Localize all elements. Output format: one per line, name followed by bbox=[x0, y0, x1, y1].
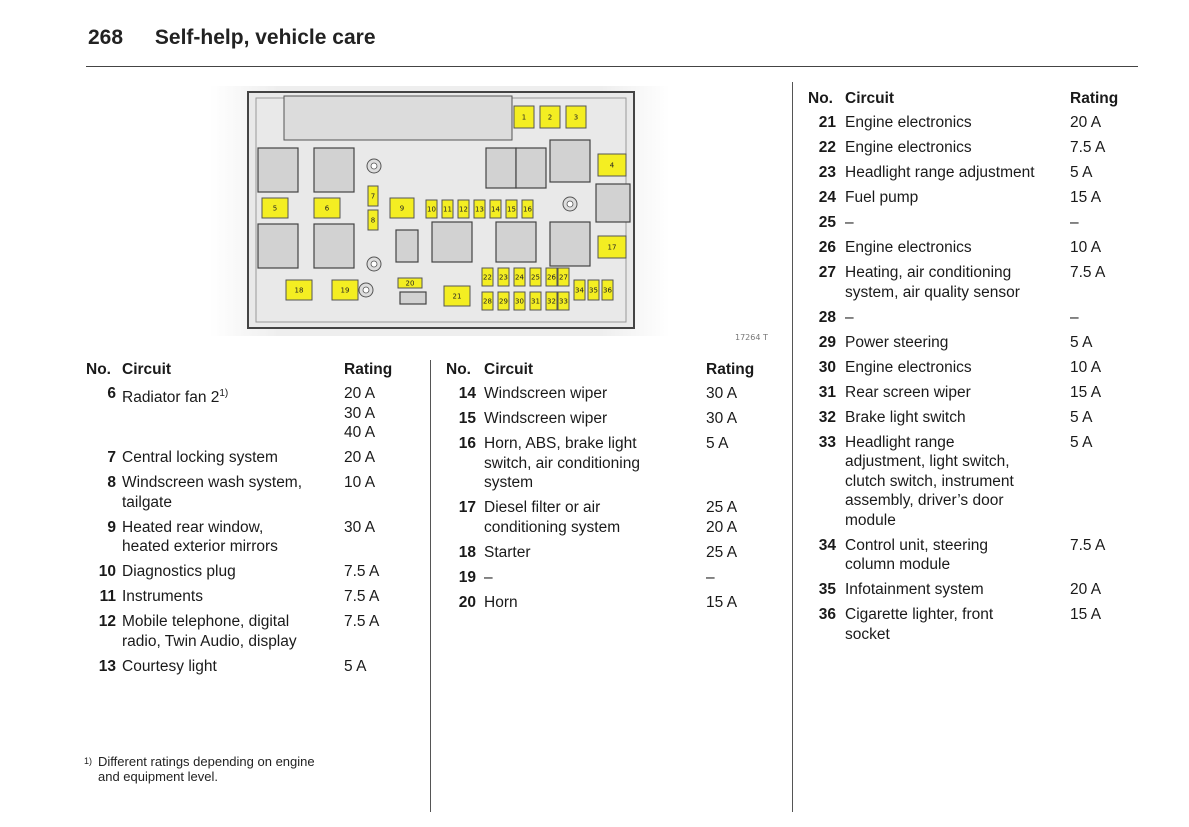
relay-slot bbox=[596, 184, 630, 222]
circuit-text: Heated rear window, bbox=[122, 518, 264, 536]
circuit-cell bbox=[845, 213, 854, 233]
rating-cell bbox=[1070, 213, 1079, 233]
circuit-table-1 bbox=[86, 360, 426, 682]
fuse-label-25: 25 bbox=[531, 273, 540, 282]
header-no: No. bbox=[446, 361, 471, 378]
circuit-text: radio, Twin Audio, display bbox=[122, 632, 297, 650]
circuit-text: Fuel pump bbox=[845, 189, 919, 206]
fuse-number: 14 bbox=[458, 385, 476, 402]
circuit-text: tailgate bbox=[122, 493, 172, 511]
rating-value: 30 A bbox=[706, 385, 738, 402]
fuse-label-9: 9 bbox=[399, 204, 405, 213]
fuse-number: 20 bbox=[458, 593, 476, 611]
relay-slot bbox=[314, 148, 354, 192]
circuit-text: Instruments bbox=[122, 588, 203, 605]
table-row bbox=[808, 138, 1138, 158]
table-row bbox=[86, 587, 426, 607]
circuit-text: Radiator fan 2 bbox=[122, 389, 220, 407]
relay-slot bbox=[396, 230, 418, 262]
fuse-label-30: 30 bbox=[515, 297, 524, 306]
rating-value: 10 A bbox=[1070, 239, 1102, 256]
screw-head bbox=[371, 163, 377, 169]
rating-cell bbox=[706, 593, 737, 613]
circuit-text: – bbox=[484, 568, 493, 586]
rating-cell bbox=[344, 384, 375, 443]
table-row bbox=[808, 383, 1138, 403]
fuse-label-28: 28 bbox=[483, 297, 492, 306]
fuse-label-10: 10 bbox=[427, 205, 436, 214]
circuit-cell bbox=[845, 188, 918, 208]
header-circuit: Circuit bbox=[122, 361, 172, 378]
circuit-text: Headlight range adjustment bbox=[845, 164, 1035, 181]
table-row bbox=[86, 657, 426, 677]
table-row bbox=[446, 593, 786, 613]
rating-cell bbox=[1070, 188, 1101, 208]
rating-value: 15 A bbox=[1070, 606, 1102, 623]
fuse-number: 17 bbox=[458, 499, 476, 516]
table-row bbox=[808, 163, 1138, 183]
table-row bbox=[446, 543, 786, 563]
table-row bbox=[808, 433, 1138, 531]
page-title: Self-help, vehicle care bbox=[154, 26, 376, 49]
table-row bbox=[808, 238, 1138, 258]
screw-head bbox=[371, 261, 377, 267]
circuit-cell bbox=[122, 657, 217, 677]
fuse-label-5: 5 bbox=[272, 204, 278, 213]
fuse-label-7: 7 bbox=[370, 192, 376, 201]
rating-cell bbox=[344, 657, 366, 677]
circuit-text: Cigarette lighter, front bbox=[845, 606, 994, 623]
circuit-text: Power steering bbox=[845, 333, 949, 351]
relay-slot bbox=[432, 222, 472, 262]
circuit-cell bbox=[845, 138, 972, 158]
fuse-label-24: 24 bbox=[515, 273, 524, 282]
circuit-text: adjustment, light switch, bbox=[845, 453, 1010, 470]
table-row bbox=[808, 113, 1138, 133]
rating-value: 15 A bbox=[1070, 383, 1102, 401]
fuse-label-3: 3 bbox=[573, 113, 579, 122]
table-row bbox=[808, 536, 1138, 575]
relay-slot bbox=[314, 224, 354, 268]
rating-cell bbox=[344, 562, 379, 582]
image-code: 17264 T bbox=[735, 333, 768, 342]
fuse-number: 30 bbox=[818, 358, 836, 376]
fuse-number: 31 bbox=[818, 383, 836, 401]
footnote-marker: 1) bbox=[84, 756, 93, 766]
rating-cell bbox=[1070, 605, 1101, 625]
circuit-text: switch, air conditioning bbox=[484, 454, 640, 472]
fuse-number: 19 bbox=[458, 568, 476, 586]
circuit-text: assembly, driver’s door bbox=[845, 492, 1004, 509]
circuit-text: Diagnostics plug bbox=[122, 563, 236, 580]
page-number: 268 bbox=[88, 26, 124, 49]
rating-value: 5 A bbox=[706, 435, 729, 452]
fuse-number: 18 bbox=[458, 543, 476, 561]
table-row bbox=[86, 448, 426, 468]
rating-value: 20 A bbox=[1070, 581, 1102, 598]
rating-value: 30 A bbox=[706, 410, 738, 427]
rating-cell bbox=[1070, 536, 1105, 556]
fuse-label-18: 18 bbox=[294, 286, 304, 295]
rating-value: 7.5 A bbox=[344, 613, 380, 630]
table-header bbox=[808, 89, 1138, 113]
rating-cell bbox=[706, 434, 728, 454]
table-row bbox=[808, 213, 1138, 233]
rating-value: 30 A bbox=[344, 518, 376, 536]
header-rating: Rating bbox=[1070, 90, 1119, 107]
circuit-text: Windscreen wiper bbox=[484, 410, 608, 427]
rating-cell bbox=[1070, 263, 1105, 283]
column-divider-1 bbox=[430, 360, 431, 812]
fuse-number: 11 bbox=[99, 588, 116, 605]
circuit-text: Engine electronics bbox=[845, 239, 972, 256]
screw-head bbox=[363, 287, 369, 293]
table-row bbox=[808, 580, 1138, 600]
circuit-cell bbox=[484, 498, 620, 537]
table-row bbox=[808, 263, 1138, 302]
fuse-number: 13 bbox=[98, 657, 116, 675]
table-row bbox=[86, 562, 426, 582]
table-header bbox=[446, 360, 786, 384]
relay-slot bbox=[496, 222, 536, 262]
header-rule bbox=[86, 66, 1138, 67]
fuse-label-15: 15 bbox=[507, 205, 516, 214]
table-row bbox=[86, 473, 426, 512]
header-circuit: Circuit bbox=[484, 361, 534, 378]
circuit-text: – bbox=[845, 308, 854, 326]
screw-head bbox=[567, 201, 573, 207]
circuit-cell bbox=[845, 433, 1014, 531]
rating-value: 7.5 A bbox=[1070, 536, 1106, 554]
rating-cell bbox=[1070, 113, 1101, 133]
table-row bbox=[86, 384, 426, 443]
circuit-cell bbox=[845, 238, 972, 258]
table-row bbox=[446, 409, 786, 429]
circuit-text: Engine electronics bbox=[845, 358, 972, 376]
circuit-cell bbox=[484, 568, 493, 588]
header-no: No. bbox=[86, 361, 111, 378]
fuse-number: 29 bbox=[818, 333, 836, 351]
fuse-number: 24 bbox=[818, 189, 836, 206]
circuit-text: socket bbox=[845, 625, 890, 643]
rating-value: 5 A bbox=[1070, 433, 1093, 451]
circuit-cell bbox=[122, 587, 203, 607]
table-row bbox=[446, 568, 786, 588]
relay-slot bbox=[516, 148, 546, 188]
connector-block bbox=[284, 96, 512, 140]
footnote-ref: 1) bbox=[219, 388, 229, 399]
circuit-text: clutch switch, instrument bbox=[845, 472, 1014, 490]
fuse-number: 23 bbox=[818, 164, 836, 181]
rating-cell bbox=[1070, 308, 1079, 328]
rating-value: 5 A bbox=[1070, 164, 1093, 181]
circuit-cell bbox=[122, 518, 278, 557]
rating-cell bbox=[1070, 580, 1101, 600]
circuit-text: Horn, ABS, brake light bbox=[484, 435, 637, 452]
rating-cell bbox=[706, 498, 737, 537]
fuse-label-8: 8 bbox=[370, 216, 376, 225]
circuit-cell bbox=[122, 612, 297, 651]
rating-cell bbox=[706, 568, 715, 588]
footnote-line-1: Different ratings depending on engine bbox=[98, 754, 315, 769]
fuse-number: 12 bbox=[98, 613, 116, 630]
rating-value: 7.5 A bbox=[344, 563, 380, 580]
fuse-label-36: 36 bbox=[603, 286, 612, 295]
rating-value: 15 A bbox=[706, 593, 738, 611]
rating-cell bbox=[344, 587, 379, 607]
fuse-label-27: 27 bbox=[559, 273, 568, 282]
fuse-number: 10 bbox=[98, 563, 116, 580]
circuit-text: Brake light switch bbox=[845, 408, 966, 426]
circuit-cell bbox=[122, 384, 228, 408]
circuit-text: Infotainment system bbox=[845, 581, 984, 598]
fuse-label-29: 29 bbox=[499, 297, 508, 306]
circuit-cell bbox=[845, 113, 972, 133]
fuse-label-13: 13 bbox=[475, 205, 484, 214]
header-no: No. bbox=[808, 90, 833, 107]
circuit-text: – bbox=[845, 214, 854, 231]
circuit-cell bbox=[122, 448, 278, 468]
table-row bbox=[446, 498, 786, 537]
circuit-table-2 bbox=[446, 360, 786, 618]
rating-cell bbox=[1070, 358, 1101, 378]
relay-slot bbox=[258, 148, 298, 192]
fuse-box-diagram bbox=[200, 84, 790, 346]
circuit-text: Windscreen wiper bbox=[484, 385, 608, 402]
rating-value: 20 A bbox=[344, 449, 376, 466]
rating-value: 5 A bbox=[344, 657, 367, 675]
table-row bbox=[808, 605, 1138, 644]
rating-value: 20 A bbox=[706, 518, 738, 536]
rating-value: 40 A bbox=[344, 424, 376, 441]
fuse-label-32: 32 bbox=[547, 297, 556, 306]
fuse-number: 15 bbox=[458, 410, 476, 427]
relay-slot bbox=[550, 222, 590, 266]
fuse-label-34: 34 bbox=[575, 286, 584, 295]
rating-value: 7.5 A bbox=[344, 588, 380, 605]
circuit-cell bbox=[845, 408, 966, 428]
fuse-label-4: 4 bbox=[609, 161, 615, 170]
table-row bbox=[808, 408, 1138, 428]
circuit-text: Starter bbox=[484, 543, 531, 561]
footnote bbox=[84, 754, 315, 784]
circuit-text: Central locking system bbox=[122, 449, 278, 466]
table-row bbox=[808, 308, 1138, 328]
circuit-text: heated exterior mirrors bbox=[122, 538, 278, 555]
fuse-label-23: 23 bbox=[499, 273, 508, 282]
header-rating: Rating bbox=[706, 361, 755, 378]
relay-slot bbox=[550, 140, 590, 182]
circuit-text: Engine electronics bbox=[845, 139, 972, 156]
circuit-text: system, air quality sensor bbox=[845, 283, 1020, 301]
rating-value: 25 A bbox=[706, 499, 738, 516]
rating-cell bbox=[1070, 163, 1092, 183]
fuse-number: 7 bbox=[107, 449, 116, 466]
circuit-cell bbox=[845, 605, 993, 644]
circuit-text: Control unit, steering bbox=[845, 536, 989, 554]
rating-value: 30 A bbox=[344, 404, 376, 422]
table-row bbox=[86, 612, 426, 651]
fuse-number: 32 bbox=[818, 408, 836, 426]
fuse-number: 8 bbox=[107, 474, 116, 491]
rating-cell bbox=[1070, 238, 1101, 258]
circuit-table-3 bbox=[808, 89, 1138, 650]
rating-value: 10 A bbox=[344, 474, 376, 491]
fuse-label-35: 35 bbox=[589, 286, 598, 295]
fuse-label-16: 16 bbox=[523, 205, 532, 214]
fuse-number: 34 bbox=[818, 536, 836, 554]
circuit-text: system bbox=[484, 474, 534, 491]
rating-value: 15 A bbox=[1070, 189, 1102, 206]
fuse-label-17: 17 bbox=[607, 243, 617, 252]
circuit-cell bbox=[122, 473, 302, 512]
rating-value: – bbox=[1070, 308, 1079, 326]
circuit-cell bbox=[845, 333, 948, 353]
fuse-number: 27 bbox=[818, 264, 836, 281]
table-row bbox=[808, 333, 1138, 353]
circuit-cell bbox=[845, 580, 984, 600]
table-row bbox=[446, 434, 786, 493]
rating-value: 5 A bbox=[1070, 333, 1093, 351]
fuse-label-6: 6 bbox=[324, 204, 330, 213]
circuit-text: Courtesy light bbox=[122, 657, 217, 675]
circuit-text: conditioning system bbox=[484, 518, 621, 536]
circuit-cell bbox=[484, 434, 640, 493]
circuit-text: Windscreen wash system, bbox=[122, 474, 303, 491]
circuit-text: Heating, air conditioning bbox=[845, 264, 1012, 281]
circuit-text: column module bbox=[845, 556, 951, 573]
header-rating: Rating bbox=[344, 361, 393, 378]
footnote-line-2: and equipment level. bbox=[98, 769, 218, 784]
circuit-text: Diesel filter or air bbox=[484, 499, 601, 516]
fuse-number: 35 bbox=[818, 581, 836, 598]
table-row bbox=[808, 188, 1138, 208]
rating-cell bbox=[344, 612, 379, 632]
rating-value: 7.5 A bbox=[1070, 139, 1106, 156]
fuse-label-33: 33 bbox=[559, 297, 568, 306]
fuse-label-12: 12 bbox=[459, 205, 468, 214]
circuit-text: Mobile telephone, digital bbox=[122, 613, 290, 630]
fuse-label-22: 22 bbox=[483, 273, 492, 282]
fuse-label-26: 26 bbox=[547, 273, 556, 282]
page-header bbox=[88, 26, 376, 50]
rating-cell bbox=[1070, 383, 1101, 403]
fuse-number: 28 bbox=[818, 308, 836, 326]
fuse-number: 21 bbox=[818, 114, 836, 131]
rating-cell bbox=[706, 384, 737, 404]
circuit-cell bbox=[484, 593, 518, 613]
circuit-cell bbox=[484, 543, 531, 563]
fuse-number: 26 bbox=[818, 239, 836, 256]
fuse-label-20: 20 bbox=[405, 279, 415, 288]
fuse-number: 36 bbox=[818, 606, 836, 623]
table-row bbox=[808, 358, 1138, 378]
relay-slot bbox=[400, 292, 426, 304]
fuse-number: 9 bbox=[107, 518, 116, 536]
table-row bbox=[446, 384, 786, 404]
rating-value: 25 A bbox=[706, 543, 738, 561]
circuit-cell bbox=[845, 536, 988, 575]
relay-slot bbox=[258, 224, 298, 268]
circuit-cell bbox=[845, 163, 1035, 183]
table-row bbox=[86, 518, 426, 557]
rating-value: 10 A bbox=[1070, 358, 1102, 376]
circuit-text: Headlight range bbox=[845, 433, 955, 451]
fuse-label-11: 11 bbox=[443, 205, 452, 214]
fuse-number: 25 bbox=[818, 214, 836, 231]
fuse-number: 6 bbox=[107, 385, 116, 402]
rating-value: 7.5 A bbox=[1070, 264, 1106, 281]
circuit-cell bbox=[845, 358, 972, 378]
fuse-label-1: 1 bbox=[521, 113, 527, 122]
circuit-text: Horn bbox=[484, 593, 518, 611]
rating-value: 20 A bbox=[344, 385, 376, 402]
rating-value: – bbox=[1070, 214, 1079, 231]
table-header bbox=[86, 360, 426, 384]
rating-value: 5 A bbox=[1070, 408, 1093, 426]
circuit-cell bbox=[484, 384, 607, 404]
rating-cell bbox=[706, 409, 737, 429]
circuit-text: module bbox=[845, 511, 896, 529]
fuse-label-2: 2 bbox=[547, 113, 553, 122]
relay-slot bbox=[486, 148, 516, 188]
column-divider-2 bbox=[792, 82, 793, 812]
fuse-number: 16 bbox=[458, 435, 476, 452]
fuse-label-21: 21 bbox=[452, 292, 462, 301]
rating-cell bbox=[1070, 333, 1092, 353]
fuse-label-31: 31 bbox=[531, 297, 540, 306]
circuit-cell bbox=[122, 562, 236, 582]
rating-cell bbox=[1070, 408, 1092, 428]
rating-cell bbox=[706, 543, 737, 563]
circuit-cell bbox=[845, 308, 854, 328]
rating-cell bbox=[1070, 433, 1092, 453]
circuit-cell bbox=[484, 409, 607, 429]
circuit-text: Rear screen wiper bbox=[845, 383, 971, 401]
rating-cell bbox=[1070, 138, 1105, 158]
rating-cell bbox=[344, 518, 375, 538]
fuse-label-19: 19 bbox=[340, 286, 350, 295]
circuit-cell bbox=[845, 263, 1020, 302]
header-circuit: Circuit bbox=[845, 90, 895, 107]
rating-value: – bbox=[706, 568, 715, 586]
fuse-number: 33 bbox=[818, 433, 836, 451]
fuse-label-14: 14 bbox=[491, 205, 500, 214]
rating-cell bbox=[344, 448, 375, 468]
rating-value: 20 A bbox=[1070, 114, 1102, 131]
rating-cell bbox=[344, 473, 375, 493]
circuit-text: Engine electronics bbox=[845, 114, 972, 131]
fuse-number: 22 bbox=[818, 139, 836, 156]
fuse-box-svg bbox=[200, 84, 790, 346]
circuit-cell bbox=[845, 383, 971, 403]
